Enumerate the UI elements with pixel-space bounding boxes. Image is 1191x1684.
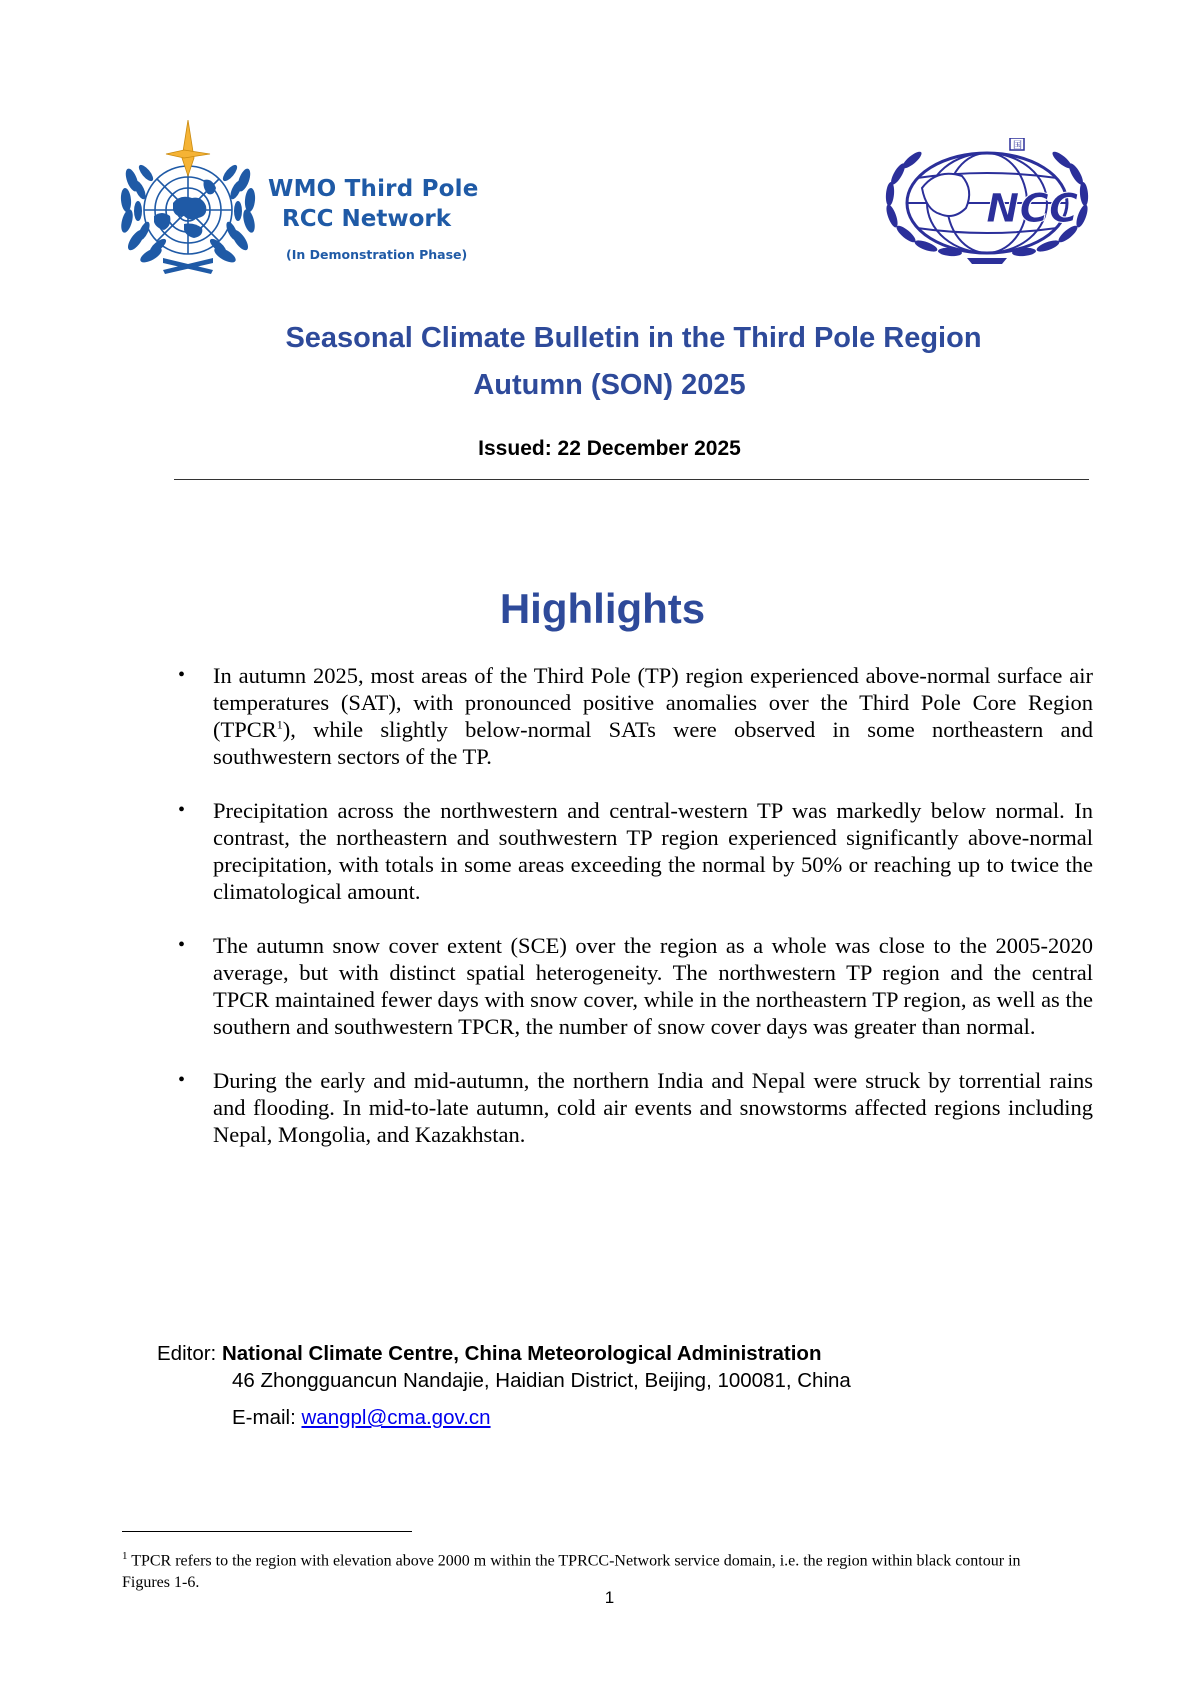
- highlight-item-temperature: [178, 662, 1093, 770]
- wmo-network-name-line1: WMO Third Pole: [268, 176, 479, 202]
- ncc-emblem-icon: [882, 138, 1092, 268]
- editor-name: National Climate Centre, China Meteorological Administration: [221, 1342, 822, 1365]
- bulletin-season: Autumn (SON) 2025: [473, 369, 746, 401]
- highlights-list: [178, 662, 1093, 1175]
- editor-address: 46 Zhongguancun Nandajie, Haidian District, Beijing, 100081, China: [232, 1369, 851, 1392]
- highlight-item-precipitation: [178, 797, 1093, 905]
- email-label: E-mail:: [232, 1406, 302, 1429]
- highlight-text: During the early and mid-autumn, the northern India and Nepal were struck by torrential rains and flooding. In mid-to-late autumn, cold air events and snowstorms affected regions including Nepal, Mongolia, and Kazakhstan.: [213, 1068, 1093, 1147]
- wmo-network-name-line2: RCC Network: [282, 206, 452, 232]
- highlight-item-snow-cover: [178, 932, 1093, 1040]
- editor-email-line: [157, 1404, 851, 1431]
- footnote: [122, 1545, 1072, 1594]
- highlight-text: Precipitation across the northwestern and central-western TP was markedly below normal. In contrast, the northeastern and southwestern TP region experienced significantly above-normal precipitation, with totals in some areas exceeding the normal by 50% or reaching up to twice the climatological amount.: [213, 798, 1093, 904]
- email-link[interactable]: wangpl@cma.gov.cn: [301, 1406, 491, 1429]
- page-number: 1: [604, 1588, 615, 1607]
- footnote-divider: [122, 1531, 412, 1532]
- highlight-text: ), while slightly below-normal SATs were observed in some northeastern and southwestern sectors of the TP.: [213, 717, 1093, 769]
- highlight-item-extreme-events: [178, 1067, 1093, 1148]
- highlights-heading: Highlights: [499, 585, 706, 632]
- svg-text:国: 国: [1013, 141, 1023, 151]
- bulletin-title: Seasonal Climate Bulletin in the Third Pole Region: [285, 322, 982, 354]
- editor-line: [157, 1340, 851, 1367]
- bullet-icon: •: [178, 934, 186, 956]
- footnote-marker: 1: [122, 1550, 128, 1562]
- footnote-ref[interactable]: 1: [276, 717, 283, 732]
- editor-label: Editor:: [157, 1342, 222, 1365]
- bullet-icon: •: [178, 799, 186, 821]
- wmo-emblem-icon: [118, 118, 258, 276]
- svg-text:NCC: NCC: [986, 186, 1079, 232]
- editor-block: [157, 1340, 851, 1431]
- bullet-icon: •: [178, 664, 186, 686]
- highlight-text: The autumn snow cover extent (SCE) over the region as a whole was close to the 2005-2020 average, but with distinct spatial heterogeneity. The northwestern TP region and the central TPCR maintained fewer days with snow cover, while in the northeastern TP region, as well as the southern and southwestern TPCR, the number of snow cover days was greater than normal.: [213, 933, 1093, 1039]
- wmo-network-phase: (In Demonstration Phase): [286, 247, 468, 262]
- header-divider: [174, 479, 1089, 480]
- bullet-icon: •: [178, 1069, 186, 1091]
- issued-date: Issued: 22 December 2025: [478, 437, 741, 460]
- highlight-text: In autumn 2025, most areas of the Third Pole (TP) region experienced above-normal surface air temperatures (SAT), with pronounced positive anomalies over the Third Pole Core Region (TPCR: [213, 663, 1093, 742]
- footnote-text: TPCR refers to the region with elevation above 2000 m within the TPRCC-Network service domain, i.e. the region within black contour in Figures 1-6.: [122, 1552, 1021, 1592]
